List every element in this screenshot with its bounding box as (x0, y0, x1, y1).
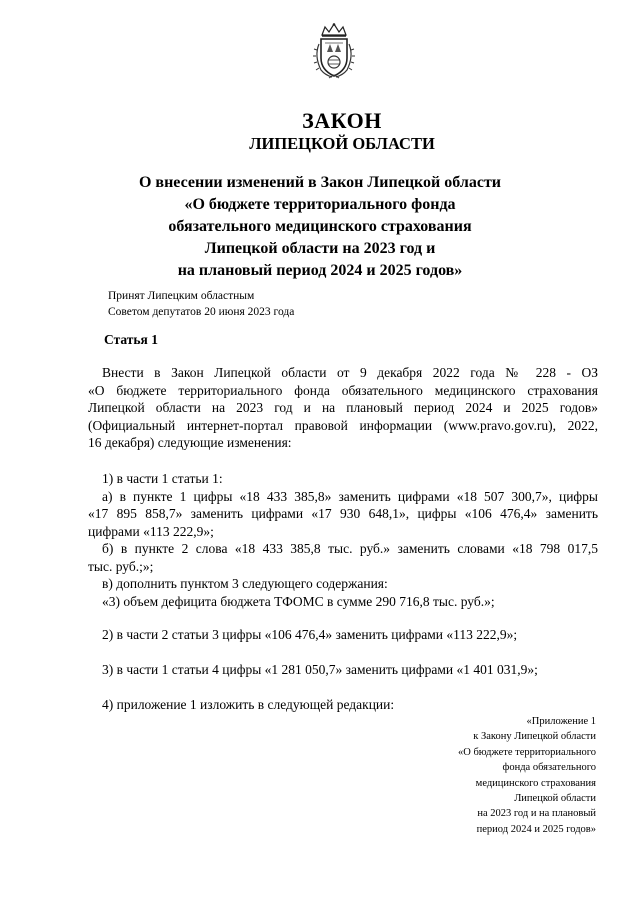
paragraph-line: 3) в части 1 статьи 4 цифры «1 281 050,7» заменить цифрами «1 401 031,9»; (102, 662, 538, 677)
appendix-line: на 2023 год и на плановый (477, 808, 596, 820)
appendix-line: «О бюджете территориального (458, 746, 596, 758)
appendix-header (458, 714, 596, 837)
article-title: Статья 1 (104, 332, 158, 347)
paragraph-line: б) в пункте 2 слова «18 433 385,8 тыс. руб.» заменить словами «18 798 017,5 (102, 541, 598, 556)
paragraph-line: 1) в части 1 статьи 1: (102, 471, 223, 486)
amendment-item-4 (88, 696, 598, 714)
paragraph-line: 16 декабря) следующие изменения: (88, 435, 292, 450)
adoption-note (108, 288, 294, 320)
adoption-line: Советом депутатов 20 июня 2023 года (108, 306, 295, 318)
paragraph-line: «3) объем дефицита бюджета ТФОМС в сумме 290 716,8 тыс. руб.»; (102, 593, 495, 609)
paragraph-line: 2) в части 2 статьи 3 цифры «106 476,4» заменить цифрами «113 222,9»; (102, 627, 518, 642)
paragraph-line: «17 895 858,7» заменить цифрами «17 930 648,1», цифры «106 476,4» заменить (88, 506, 598, 521)
paragraph-line: Внести в Закон Липецкой области от 9 декабря 2022 года № 228 - ОЗ (102, 365, 598, 380)
heading-line: обязательного медицинского страхования (168, 218, 472, 235)
appendix-line: «Приложение 1 (526, 716, 596, 727)
paragraph-line: 4) приложение 1 изложить в следующей редакции: (102, 697, 395, 712)
amendment-item-2 (88, 626, 598, 644)
heading-line: О внесении изменений в Закон Липецкой области (138, 174, 502, 191)
amendment-item-1 (88, 470, 598, 610)
adoption-line: Принят Липецким областным (108, 290, 255, 302)
heading-line: на плановый период 2024 и 2025 годов» (177, 262, 463, 279)
paragraph-line: а) в пункте 1 цифры «18 433 385,8» заменить цифрами «18 507 300,7», цифры (102, 488, 598, 504)
paragraph-line: тыс. руб.;»; (88, 558, 154, 574)
law-heading (0, 172, 640, 282)
appendix-line: Липецкой области (514, 793, 596, 805)
lipetsk-coat-of-arms-icon (312, 22, 356, 80)
intro-paragraph (88, 364, 598, 452)
paragraph-line: (Официальный интернет-портал правовой информации (www.pravo.gov.ru), 2022, (88, 417, 598, 433)
paragraph-line: цифрами «113 222,9»; (88, 523, 214, 539)
appendix-line: к Закону Липецкой области (473, 731, 596, 743)
paragraph-line: «О бюджете территориального фонда обязательного медицинского страхования (88, 382, 598, 398)
paragraph-line: в) дополнить пунктом 3 следующего содержания: (102, 576, 388, 591)
heading-line: «О бюджете территориального фонда (184, 196, 456, 213)
amendment-item-3 (88, 661, 598, 679)
law-label: ЗАКОН (302, 108, 382, 133)
appendix-line: период 2024 и 2025 годов» (476, 823, 596, 835)
appendix-line: фонда обязательного (502, 762, 596, 774)
appendix-line: медицинского страхования (475, 777, 596, 789)
paragraph-line: Липецкой области на 2023 год и на плановый период 2024 и 2025 годов» (88, 400, 598, 415)
region-label: ЛИПЕЦКОЙ ОБЛАСТИ (249, 134, 435, 153)
heading-line: Липецкой области на 2023 год и (204, 240, 436, 257)
